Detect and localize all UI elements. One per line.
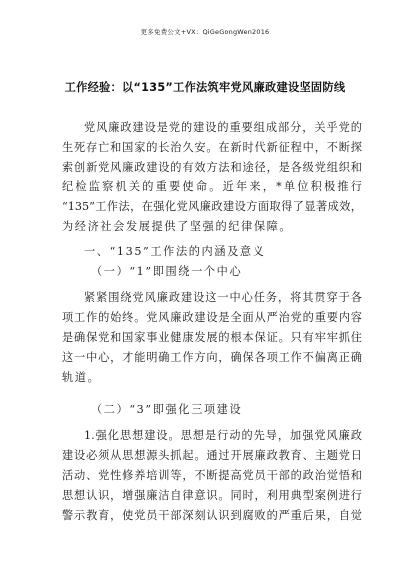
- document-title: 工作经验：以“135”工作法筑牢党风廉政建设坚固防线: [64, 81, 346, 94]
- subsection-heading: （二）“3”即强化三项建设: [91, 403, 243, 416]
- paragraph-line: “135”工作法，在强化党风廉政建设方面取得了显著成效，: [62, 200, 362, 213]
- header-note: 更多免费公文+VX：QiGeGongWen2016: [140, 28, 270, 36]
- paragraph-line: 警示教育，使党员干部深刻认识到腐败的严重后果，自觉: [62, 509, 362, 522]
- paragraph-line: 纪检监察机关的重要使命。近年来，*单位积极推行: [62, 180, 362, 193]
- paragraph-line: 轨道。: [62, 371, 101, 384]
- paragraph-line: 活动、党性修养培训等，不断提高党员干部的政治觉悟和: [62, 469, 362, 482]
- paragraph-line: 是确保党和国家事业健康发展的根本保证。只有牢牢抓住: [62, 331, 362, 344]
- paragraph-line: 紧紧围绕党风廉政建设这一中心任务，将其贯穿于各: [84, 291, 362, 304]
- subsection-heading: （一）“1”即围绕一个中心: [91, 265, 243, 278]
- paragraph-line: 项工作的始终。党风廉政建设是全面从严治党的重要内容: [62, 311, 362, 324]
- section-heading: 一、“135”工作法的内涵及意义: [84, 245, 266, 258]
- paragraph-line: 为经济社会发展提供了坚强的纪律保障。: [62, 220, 293, 233]
- paragraph-line: 1.强化思想建设。思想是行动的先导，加强党风廉政: [84, 429, 362, 442]
- paragraph-line: 索创新党风廉政建设的有效方法和途径，是各级党组织和: [62, 161, 362, 174]
- paragraph-line: 这一中心，才能明确工作方向，确保各项工作不偏离正确: [62, 351, 362, 364]
- paragraph-line: 党风廉政建设是党的建设的重要组成部分，关乎党的: [84, 121, 362, 134]
- paragraph-line: 思想认识，增强廉洁自律意识。同时，利用典型案例进行: [62, 489, 362, 502]
- paragraph-line: 生死存亡和国家的长治久安。在新时代新征程中，不断探: [62, 141, 362, 154]
- paragraph-line: 建设必须从思想源头抓起。通过开展廉政教育、主题党日: [62, 449, 362, 462]
